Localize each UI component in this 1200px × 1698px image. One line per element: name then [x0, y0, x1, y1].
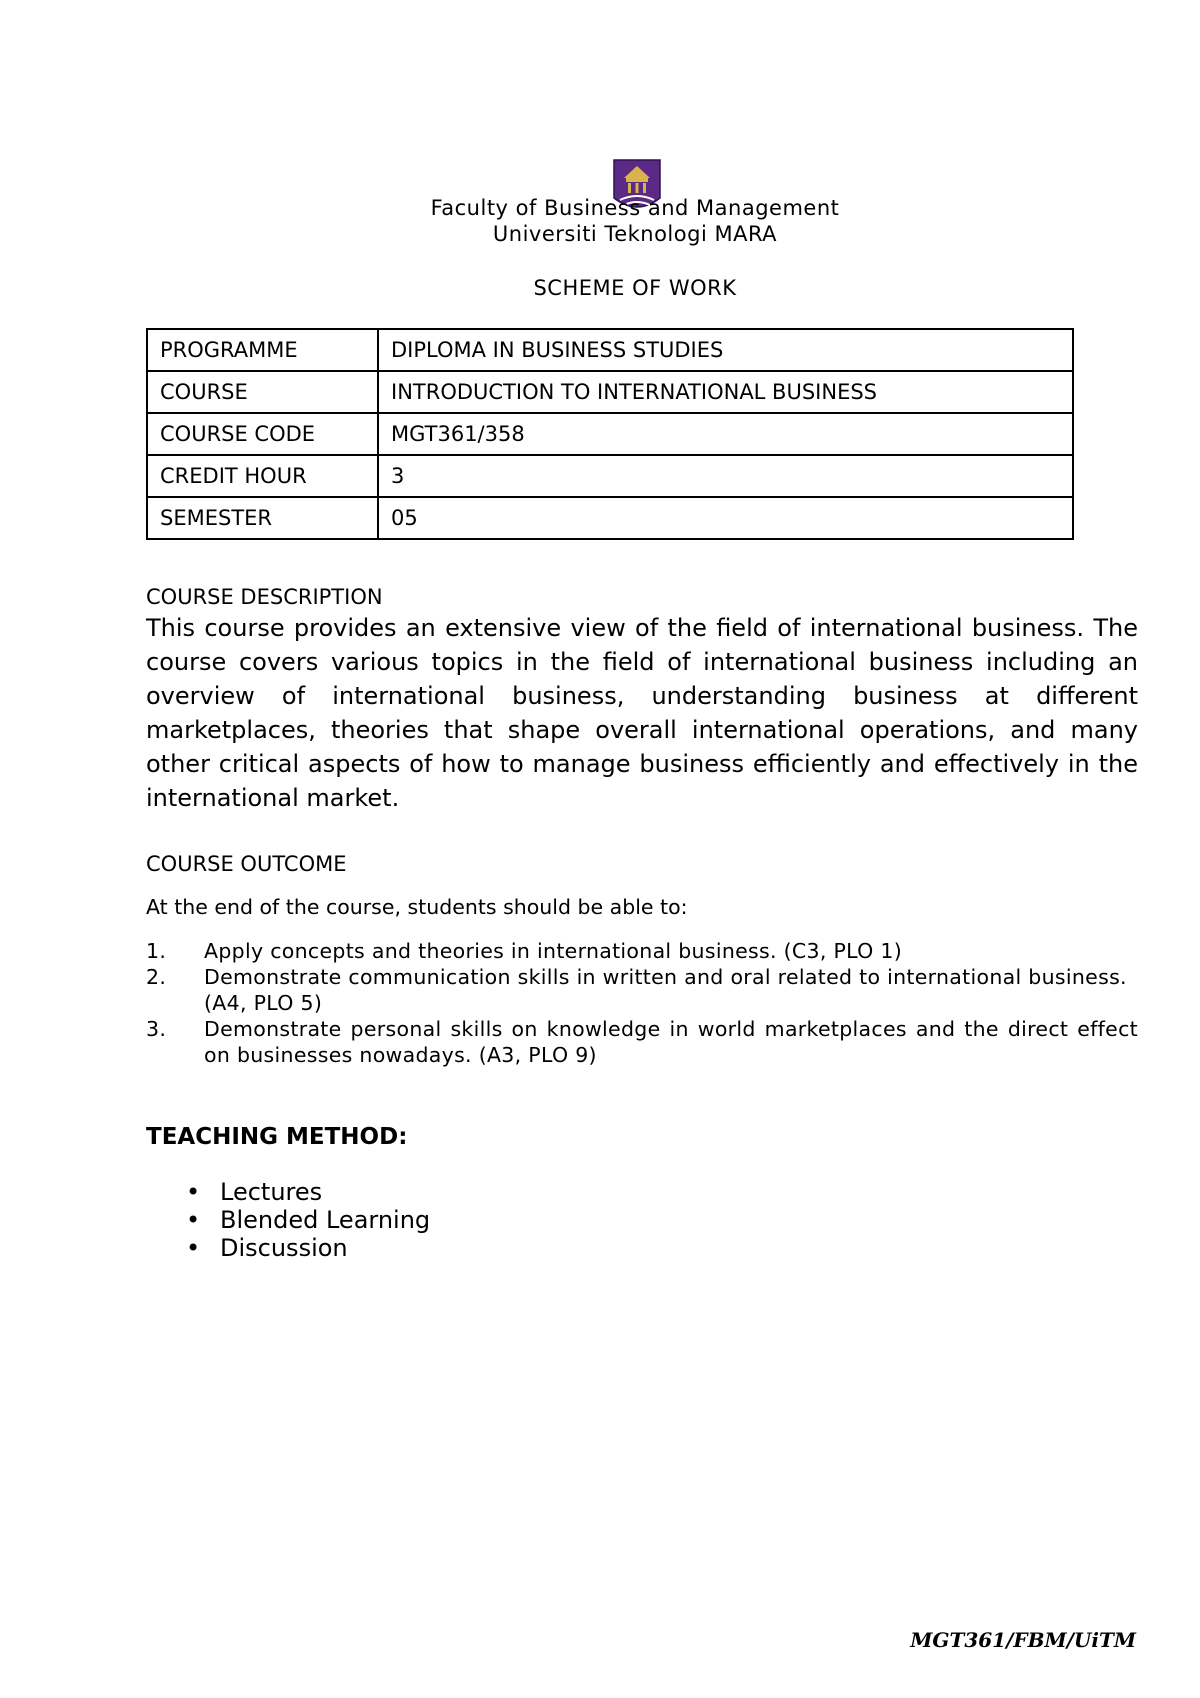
row-value: INTRODUCTION TO INTERNATIONAL BUSINESS: [378, 371, 1073, 413]
row-value: MGT361/358: [378, 413, 1073, 455]
list-item-text: Lectures: [220, 1178, 323, 1206]
teaching-method-heading: TEACHING METHOD:: [146, 1124, 408, 1150]
course-info-table: [146, 328, 1074, 540]
teaching-method-list: [146, 1178, 430, 1262]
row-label: COURSE: [147, 371, 378, 413]
row-value: 05: [378, 497, 1073, 539]
list-item: [146, 1016, 1138, 1068]
list-item-text: Demonstrate communication skills in written and oral related to international business.: [204, 965, 1127, 989]
list-item: [146, 1178, 430, 1206]
list-item-text: Apply concepts and theories in international business. (C3, PLO 1): [204, 939, 903, 963]
row-label: CREDIT HOUR: [147, 455, 378, 497]
list-item-text: Discussion: [220, 1234, 348, 1262]
row-label: SEMESTER: [147, 497, 378, 539]
list-item: [146, 964, 1138, 1016]
table-row: [147, 371, 1073, 413]
list-item-number: 1.: [146, 939, 167, 963]
bullet-icon: •: [186, 1206, 201, 1234]
row-value: 3: [378, 455, 1073, 497]
university-name: Universiti Teknologi MARA: [492, 222, 778, 246]
list-item-text: Demonstrate personal skills on knowledge in world marketplaces and the direct effect on businesses nowadays. (A3, PLO 9): [204, 1017, 1138, 1067]
table-row: [147, 329, 1073, 371]
faculty-name: Faculty of Business and Management: [430, 196, 840, 220]
table-row: [147, 413, 1073, 455]
table-row: [147, 455, 1073, 497]
list-item-code: (A4, PLO 5): [204, 991, 323, 1015]
bullet-icon: •: [186, 1178, 201, 1206]
list-item: [146, 1206, 430, 1234]
course-outcome-list: [146, 938, 1138, 1068]
list-item: [146, 938, 1138, 964]
course-description-heading: COURSE DESCRIPTION: [146, 585, 383, 609]
page-footer-code: MGT361/FBM/UiTM: [910, 1628, 1136, 1652]
row-value: DIPLOMA IN BUSINESS STUDIES: [378, 329, 1073, 371]
list-item-number: 2.: [146, 965, 167, 989]
row-label: PROGRAMME: [147, 329, 378, 371]
list-item-text: Blended Learning: [220, 1206, 431, 1234]
course-description-text: This course provides an extensive view of the field of international business. The course covers various topics in the field of international business including an overview of international business, understanding business at different marketplaces, theories that shape overall international operations, and many other critical aspects of how to manage business efficiently and effectively in the international market.: [146, 614, 1138, 812]
table-row: [147, 497, 1073, 539]
bullet-icon: •: [186, 1234, 201, 1262]
course-outcome-intro: At the end of the course, students should be able to:: [146, 895, 688, 919]
row-label: COURSE CODE: [147, 413, 378, 455]
document-title: SCHEME OF WORK: [533, 276, 737, 300]
course-outcome-heading: COURSE OUTCOME: [146, 852, 347, 876]
list-item: [146, 1234, 430, 1262]
list-item-number: 3.: [146, 1017, 167, 1041]
